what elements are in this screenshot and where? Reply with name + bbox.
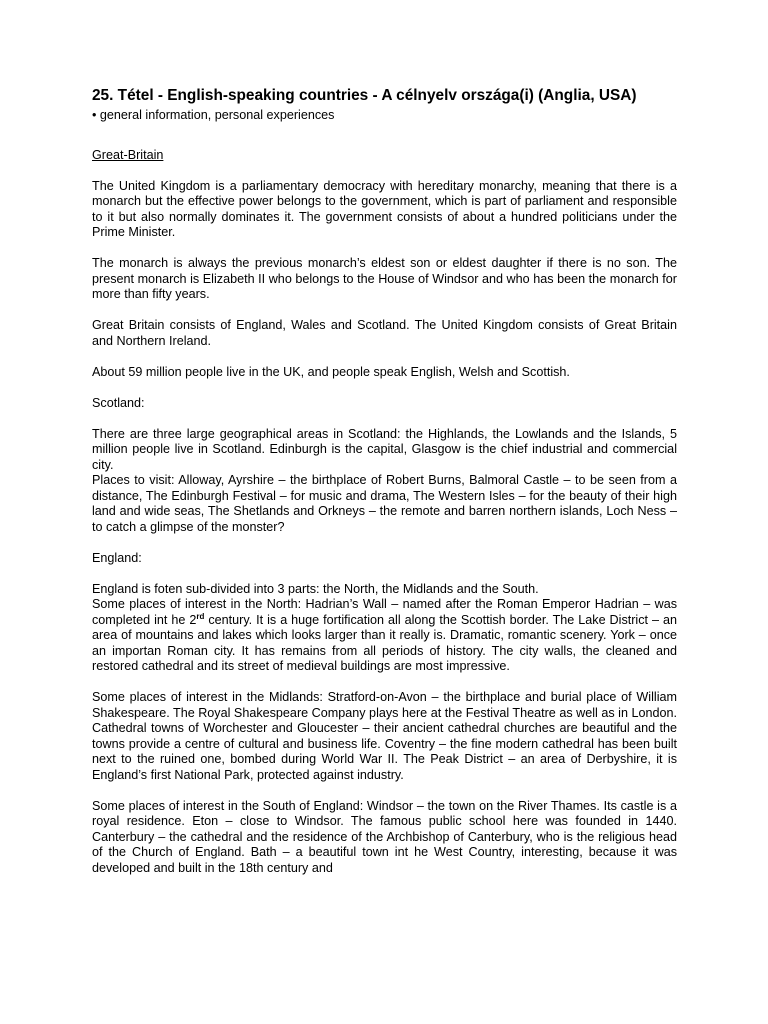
section-heading-great-britain: Great-Britain [92,147,164,162]
section-heading-england: England: [92,550,142,565]
england-north-text-b: century. It is a huge fortification all along the Scottish border. The Lake District – an area of mountains and lakes which looks larger than it really is. Dramatic, romantic scenery. York – once an importan Roman city. It has remains from all periods of history. The city walls, the cleaned and restored cathedral and its street of medieval buildings are most impressive. [92,612,677,673]
paragraph-monarch: The monarch is always the previous monarch’s eldest son or eldest daughter if there is no son. The present monarch is Elizabeth II who belongs to the House of Windsor and who has been the monarch for more than fifty years. [92,256,677,301]
paragraph-scotland-areas: There are three large geographical areas in Scotland: the Highlands, the Lowlands and the Islands, 5 million people live in Scotland. Edinburgh is the capital, Glasgow is the chief industrial and commercial city. [92,426,677,472]
document-title: 25. Tétel - English-speaking countries - A célnyelv országa(i) (Anglia, USA) [92,87,637,104]
paragraph-population: About 59 million people live in the UK, and people speak English, Welsh and Scottish. [92,364,570,379]
paragraph-england-midlands: Some places of interest in the Midlands: Stratford-on-Avon – the birthplace and burial place of William Shakespeare. The Royal Shakespeare Company plays here at the Festival Theatre as well as in London. Cathedral towns of Worchester and Gloucester – their ancient cathedral churches are beautiful and the towns provide a centre of cultural and business life. Coventry – the fine modern cathedral has been built next to the ruined one, bombed during World War II. The Peak District – an area of Derbyshire, it is England’s first National Park, protected against industry. [92,690,677,782]
paragraph-gb-composition: Great Britain consists of England, Wales and Scotland. The United Kingdom consists of Great Britain and Northern Ireland. [92,318,677,348]
england-north-text-a: Some places of interest in the North: Hadrian’s Wall – named after the Roman Emperor Hadrian – was completed int he 2 [92,597,677,627]
document-subtitle: • general information, personal experiences [92,108,335,122]
section-heading-scotland: Scotland: [92,395,145,410]
paragraph-england-parts: England is foten sub-divided into 3 parts: the North, the Midlands and the South. [92,581,539,596]
document-page [92,87,677,876]
ordinal-suffix: rd [196,611,205,621]
paragraph-uk-democracy: The United Kingdom is a parliamentary democracy with hereditary monarchy, meaning that there is a monarch but the effective power belongs to the government, which is part of parliament and responsible to it but also normally dominates it. The government consists of about a hundred politicians under the Prime Minister. [92,178,677,239]
paragraph-england-south: Some places of interest in the South of England: Windsor – the town on the River Thames. Its castle is a royal residence. Eton – close to Windsor. The famous public school here was founded in 1440. Canterbury – the cathedral and the residence of the Archbishop of Canterbury, who is the religious head of the Church of England. Bath – a beautiful town int he West Country, interesting, because it was developed and built in the 18th century and [92,798,677,875]
paragraph-england-north [92,597,677,675]
paragraph-scotland-places: Places to visit: Alloway, Ayrshire – the birthplace of Robert Burns, Balmoral Castle – to be seen from a distance, The Edinburgh Festival – for music and drama, The Western Isles – for the beauty of their high land and wide seas, The Shetlands and Orkneys – the remote and barren northern islands, Loch Ness – to catch a glimpse of the monster? [92,473,677,534]
